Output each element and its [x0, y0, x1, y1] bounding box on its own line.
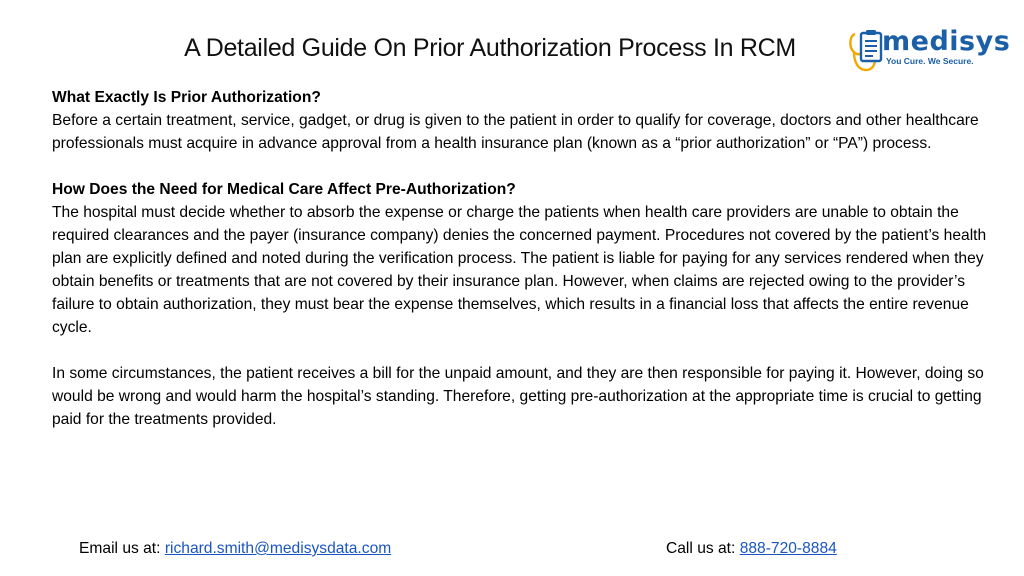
logo-tagline: You Cure. We Secure.	[886, 56, 974, 66]
phone-link[interactable]: 888-720-8884	[739, 540, 837, 557]
section-text: Before a certain treatment, service, gadget, or drug is given to the patient in order to qualify for coverage, doctors and other healthcare professionals must acquire in advance approval from a health insurance plan (known as a “prior authorization” or “PA”) process.	[52, 112, 979, 152]
section-text: In some circumstances, the patient receives a bill for the unpaid amount, and they are then responsible for paying it. However, doing so would be wrong and would harm the hospital’s standing. Therefore, getting pre-authorization at the appropriate time is crucial to getting paid for the treatments provided.	[52, 365, 984, 428]
section-prior-authorization	[52, 86, 997, 155]
section-heading: What Exactly Is Prior Authorization?	[52, 89, 321, 106]
section-medical-care-need	[52, 178, 997, 339]
section-text: The hospital must decide whether to absorb the expense or charge the patients when health care providers are unable to obtain the required clearances and the payer (insurance company) denies the concerned payment. Procedures not covered by the patient’s health plan are explicitly defined and noted during the verification process. The patient is liable for paying for any services rendered when they obtain benefits or treatments that are not covered by their insurance plan. However, when claims are rejected owing to the provider’s failure to obtain authorization, they must bear the expense themselves, which results in a financial loss that affects the entire revenue cycle.	[52, 204, 987, 336]
call-label: Call us at:	[666, 540, 736, 557]
logo-wordmark: medisys	[882, 26, 1011, 57]
section-patient-billing	[52, 362, 997, 431]
email-label: Email us at:	[79, 540, 161, 557]
footer-email	[79, 538, 391, 560]
page-title: A Detailed Guide On Prior Authorization Process In RCM	[184, 34, 796, 62]
medisys-logo	[846, 26, 1014, 76]
section-heading: How Does the Need for Medical Care Affect Pre-Authorization?	[52, 181, 516, 198]
email-link[interactable]: richard.smith@medisysdata.com	[164, 540, 392, 557]
footer-call	[666, 538, 837, 560]
article-body	[52, 86, 997, 454]
clipboard-stethoscope-icon	[846, 26, 886, 76]
